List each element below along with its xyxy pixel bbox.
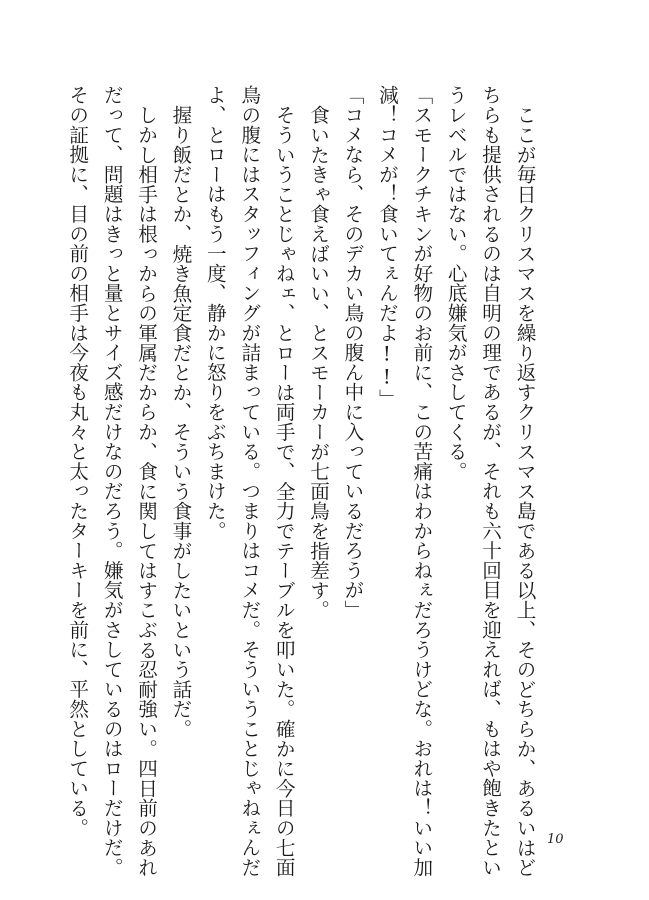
text-line: 鳥の腹にはスタッフィングが詰まっている。つまりはコメだ。そういうことじゃねぇんだ xyxy=(237,85,261,877)
page-number: 10 xyxy=(547,832,564,847)
text-line: ここが毎日クリスマスを繰り返すクリスマス島である以上、そのどちらか、あるいはど xyxy=(513,104,536,877)
text-line: うレベルではない。心底嫌気がさしてくる。 xyxy=(444,85,468,481)
text-line: 減！コメが！食いてぇんだよ!!」 xyxy=(375,85,399,409)
text-line: 握り飯だとか、焼き魚定食だとか、そういう食事がしたいという話だ。 xyxy=(168,104,192,739)
text-line: よ、とローはもう一度、静かに怒りをぶちまけた。 xyxy=(203,85,227,541)
text-line: 食いたきゃ食えばいい、とスモーカーが七面鳥を指差す。 xyxy=(306,104,330,620)
text-line: しかし相手は根っからの軍属だからか、食に関してはすこぶる忍耐強い。四日前のあれ xyxy=(134,104,158,877)
text-line: ちらも提供されるのは自明の理であるが、それも六十回目を迎えれば、もはや飽きたとい xyxy=(478,85,502,877)
text-line: そういうことじゃねェ、とローは両手で、全力でテーブルを叩いた。確かに今日の七面 xyxy=(272,104,296,877)
text-line: だって、問題はきっと量とサイズ感だけなのだろう。嫌気がさしているのはローだけだ。 xyxy=(100,85,124,877)
text-line: 「コメなら、そのデカい鳥の腹ん中に入っているだろうが」 xyxy=(340,85,364,620)
vertical-text-body xyxy=(59,85,541,877)
text-line: その証拠に、目の前の相手は今夜も丸々と太ったターキーを前に、平然としている。 xyxy=(65,85,89,838)
text-line: 「スモークチキンが好物のお前に、この苦痛はわからねぇだろうけどな。おれは！いい加 xyxy=(409,85,433,877)
